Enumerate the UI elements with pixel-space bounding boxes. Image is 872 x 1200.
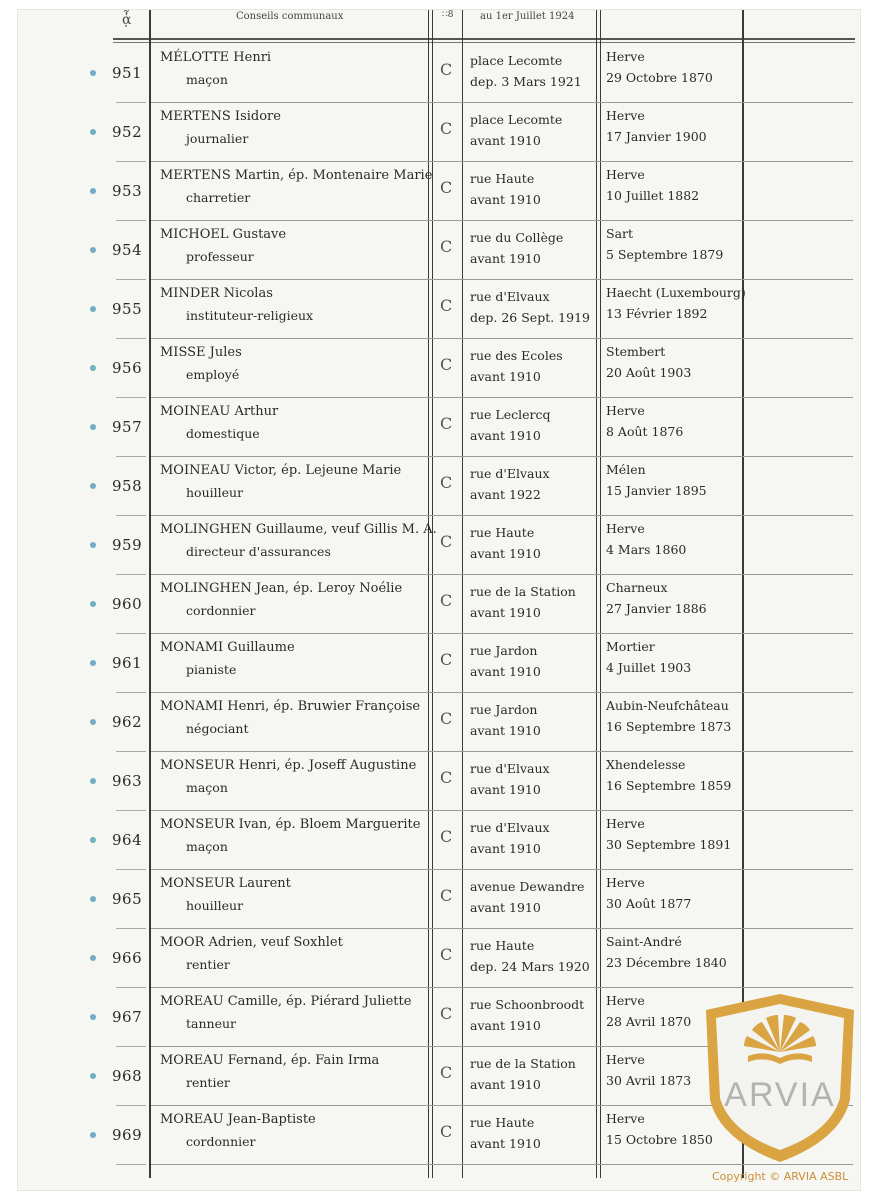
entry-number: 961 bbox=[112, 654, 143, 672]
since: avant 1910 bbox=[470, 369, 541, 384]
occupation: charretier bbox=[186, 190, 251, 205]
occupation: employé bbox=[186, 367, 240, 382]
street: place Lecomte bbox=[470, 112, 563, 127]
code-letter: C bbox=[440, 473, 453, 492]
birth bbox=[606, 577, 707, 619]
occupation: rentier bbox=[186, 957, 230, 972]
occupation: directeur d'assurances bbox=[186, 544, 331, 559]
birth-place: Herve bbox=[606, 521, 645, 536]
address bbox=[470, 876, 584, 918]
table-row bbox=[18, 398, 860, 457]
birth bbox=[606, 695, 731, 737]
table-row bbox=[18, 634, 860, 693]
address bbox=[470, 581, 576, 623]
birth-place: Stembert bbox=[606, 344, 666, 359]
dot-mark bbox=[90, 896, 96, 902]
code-letter: C bbox=[440, 591, 453, 610]
dot-mark bbox=[90, 1014, 96, 1020]
person-name: MÉLOTTE Henri bbox=[160, 50, 272, 65]
birth-date: 16 Septembre 1873 bbox=[606, 719, 732, 734]
person-name: MOOR Adrien, veuf Soxhlet bbox=[160, 935, 343, 950]
table-row bbox=[18, 575, 860, 634]
street: place Lecomte bbox=[470, 53, 563, 68]
occupation: cordonnier bbox=[186, 603, 256, 618]
entry-number: 966 bbox=[112, 949, 143, 967]
entry-number: 952 bbox=[112, 123, 143, 141]
birth-place: Haecht (Luxembourg) bbox=[606, 285, 746, 300]
table-row bbox=[18, 870, 860, 929]
address bbox=[470, 522, 541, 564]
street: rue du Collège bbox=[470, 230, 564, 245]
code-letter: C bbox=[440, 178, 453, 197]
entry-number: 953 bbox=[112, 182, 143, 200]
birth bbox=[606, 813, 731, 855]
table-row bbox=[18, 44, 860, 103]
street: rue de la Station bbox=[470, 584, 576, 599]
entry-number: 962 bbox=[112, 713, 143, 731]
birth-date: 30 Août 1877 bbox=[606, 896, 692, 911]
entry-number: 967 bbox=[112, 1008, 143, 1026]
birth-place: Mortier bbox=[606, 639, 655, 654]
birth-place: Herve bbox=[606, 875, 645, 890]
birth-place: Herve bbox=[606, 49, 645, 64]
code-letter: C bbox=[440, 709, 453, 728]
birth-place: Herve bbox=[606, 1052, 645, 1067]
street: rue d'Elvaux bbox=[470, 761, 550, 776]
copyright-text: Copyright © ARVIA ASBL bbox=[712, 1170, 849, 1183]
entry-number: 964 bbox=[112, 831, 143, 849]
dot-mark bbox=[90, 778, 96, 784]
code-letter: C bbox=[440, 945, 453, 964]
address bbox=[470, 286, 590, 328]
dot-mark bbox=[90, 660, 96, 666]
register-page bbox=[18, 10, 860, 1190]
address bbox=[470, 817, 550, 859]
birth-place: Aubin-Neufchâteau bbox=[606, 698, 729, 713]
dot-mark bbox=[90, 542, 96, 548]
table-row bbox=[18, 103, 860, 162]
occupation: négociant bbox=[186, 721, 249, 736]
occupation: houilleur bbox=[186, 898, 244, 913]
birth bbox=[606, 459, 707, 501]
person-name: MONAMI Guillaume bbox=[160, 640, 295, 655]
person-name: MONSEUR Ivan, ép. Bloem Marguerite bbox=[160, 817, 421, 832]
street: rue Schoonbroodt bbox=[470, 997, 585, 1012]
birth-place: Herve bbox=[606, 816, 645, 831]
address bbox=[470, 50, 582, 92]
since: avant 1910 bbox=[470, 841, 541, 856]
birth-date: 17 Janvier 1900 bbox=[606, 129, 707, 144]
birth-date: 13 Février 1892 bbox=[606, 306, 708, 321]
table-row bbox=[18, 280, 860, 339]
person-name: MOREAU Jean-Baptiste bbox=[160, 1112, 316, 1127]
birth-date: 4 Juillet 1903 bbox=[606, 660, 692, 675]
birth-date: 15 Octobre 1850 bbox=[606, 1132, 713, 1147]
code-letter: C bbox=[440, 296, 453, 315]
street: rue Jardon bbox=[470, 643, 538, 658]
occupation: rentier bbox=[186, 1075, 230, 1090]
birth bbox=[606, 636, 691, 678]
person-name: MONSEUR Laurent bbox=[160, 876, 291, 891]
person-name: MOINEAU Victor, ép. Lejeune Marie bbox=[160, 463, 402, 478]
since: avant 1910 bbox=[470, 546, 541, 561]
birth-date: 28 Avril 1870 bbox=[606, 1014, 692, 1029]
birth-place: Herve bbox=[606, 993, 645, 1008]
dot-mark bbox=[90, 247, 96, 253]
person-name: MOREAU Fernand, ép. Fain Irma bbox=[160, 1053, 380, 1068]
entry-number: 951 bbox=[112, 64, 143, 82]
birth bbox=[606, 518, 686, 560]
occupation: pianiste bbox=[186, 662, 237, 677]
table-row bbox=[18, 221, 860, 280]
address bbox=[470, 935, 590, 977]
code-letter: C bbox=[440, 768, 453, 787]
dot-mark bbox=[90, 719, 96, 725]
dot-mark bbox=[90, 365, 96, 371]
code-letter: C bbox=[440, 1004, 453, 1023]
table-row bbox=[18, 929, 860, 988]
birth bbox=[606, 931, 727, 973]
occupation: professeur bbox=[186, 249, 254, 264]
code-letter: C bbox=[440, 60, 453, 79]
birth-place: Charneux bbox=[606, 580, 668, 595]
occupation: tanneur bbox=[186, 1016, 236, 1031]
person-name: MOREAU Camille, ép. Piérard Juliette bbox=[160, 994, 412, 1009]
birth-place: Xhendelesse bbox=[606, 757, 686, 772]
person-name: MONAMI Henri, ép. Bruwier Françoise bbox=[160, 699, 421, 714]
entry-number: 960 bbox=[112, 595, 143, 613]
since: avant 1910 bbox=[470, 1136, 541, 1151]
address bbox=[470, 994, 584, 1036]
dot-mark bbox=[90, 70, 96, 76]
entry-number: 954 bbox=[112, 241, 143, 259]
person-name: MOLINGHEN Jean, ép. Leroy Noélie bbox=[160, 581, 403, 596]
since: avant 1910 bbox=[470, 723, 541, 738]
header-date: au 1er Juillet 1924 bbox=[480, 11, 575, 22]
dot-mark bbox=[90, 188, 96, 194]
birth-date: 4 Mars 1860 bbox=[606, 542, 687, 557]
dot-mark bbox=[90, 837, 96, 843]
header-conseils: Conseils communaux bbox=[236, 11, 344, 22]
birth bbox=[606, 105, 707, 147]
code-letter: C bbox=[440, 1063, 453, 1082]
street: rue Haute bbox=[470, 171, 535, 186]
address bbox=[470, 758, 550, 800]
occupation: instituteur-religieux bbox=[186, 308, 314, 323]
birth bbox=[606, 1108, 713, 1150]
entry-number: 959 bbox=[112, 536, 143, 554]
entry-number: 956 bbox=[112, 359, 143, 377]
street: avenue Dewandre bbox=[470, 879, 585, 894]
code-letter: C bbox=[440, 650, 453, 669]
occupation: domestique bbox=[186, 426, 260, 441]
dot-mark bbox=[90, 483, 96, 489]
birth-date: 30 Avril 1873 bbox=[606, 1073, 692, 1088]
code-letter: C bbox=[440, 886, 453, 905]
occupation: cordonnier bbox=[186, 1134, 256, 1149]
birth-date: 30 Septembre 1891 bbox=[606, 837, 732, 852]
occupation: maçon bbox=[186, 839, 228, 854]
birth bbox=[606, 46, 713, 88]
logo-text: ARVIA bbox=[724, 1076, 836, 1114]
table-row bbox=[18, 752, 860, 811]
street: rue Haute bbox=[470, 938, 535, 953]
address bbox=[470, 404, 550, 446]
street: rue d'Elvaux bbox=[470, 466, 550, 481]
since: avant 1922 bbox=[470, 487, 541, 502]
code-letter: C bbox=[440, 414, 453, 433]
address bbox=[470, 168, 541, 210]
birth-date: 8 Août 1876 bbox=[606, 424, 684, 439]
row-separator-left bbox=[116, 1164, 146, 1165]
street: rue Haute bbox=[470, 525, 535, 540]
code-letter: C bbox=[440, 532, 453, 551]
since: dep. 26 Sept. 1919 bbox=[470, 310, 590, 325]
birth-date: 5 Septembre 1879 bbox=[606, 247, 724, 262]
street: rue de la Station bbox=[470, 1056, 576, 1071]
entry-number: 968 bbox=[112, 1067, 143, 1085]
entry-number: 965 bbox=[112, 890, 143, 908]
since: avant 1910 bbox=[470, 900, 541, 915]
entry-number: 963 bbox=[112, 772, 143, 790]
birth-date: 16 Septembre 1859 bbox=[606, 778, 732, 793]
since: avant 1910 bbox=[470, 1077, 541, 1092]
code-letter: C bbox=[440, 237, 453, 256]
code-letter: C bbox=[440, 1122, 453, 1141]
occupation: journalier bbox=[186, 131, 249, 146]
street: rue Leclercq bbox=[470, 407, 551, 422]
occupation: houilleur bbox=[186, 485, 244, 500]
dot-mark bbox=[90, 1073, 96, 1079]
street: rue Haute bbox=[470, 1115, 535, 1130]
birth-date: 15 Janvier 1895 bbox=[606, 483, 707, 498]
birth-place: Herve bbox=[606, 403, 645, 418]
person-name: MICHOEL Gustave bbox=[160, 227, 287, 242]
birth-place: Mélen bbox=[606, 462, 646, 477]
birth bbox=[606, 400, 683, 442]
birth bbox=[606, 990, 691, 1032]
since: dep. 3 Mars 1921 bbox=[470, 74, 582, 89]
birth-place: Herve bbox=[606, 167, 645, 182]
birth-date: 10 Juillet 1882 bbox=[606, 188, 700, 203]
table-row bbox=[18, 339, 860, 398]
entry-number: 969 bbox=[112, 1126, 143, 1144]
dot-mark bbox=[90, 955, 96, 961]
person-name: MINDER Nicolas bbox=[160, 286, 273, 301]
code-letter: C bbox=[440, 355, 453, 374]
birth-date: 23 Décembre 1840 bbox=[606, 955, 727, 970]
birth-date: 29 Octobre 1870 bbox=[606, 70, 713, 85]
dot-mark bbox=[90, 129, 96, 135]
table-row bbox=[18, 162, 860, 221]
code-letter: C bbox=[440, 827, 453, 846]
code-letter: C bbox=[440, 119, 453, 138]
since: avant 1910 bbox=[470, 133, 541, 148]
since: avant 1910 bbox=[470, 664, 541, 679]
address bbox=[470, 109, 562, 151]
person-name: MOLINGHEN Guillaume, veuf Gillis M. A. bbox=[160, 522, 437, 537]
person-name: MERTENS Isidore bbox=[160, 109, 281, 124]
birth-date: 20 Août 1903 bbox=[606, 365, 692, 380]
occupation: maçon bbox=[186, 72, 228, 87]
occupation: maçon bbox=[186, 780, 228, 795]
dot-mark bbox=[90, 1132, 96, 1138]
since: avant 1910 bbox=[470, 428, 541, 443]
address bbox=[470, 463, 550, 505]
table-row bbox=[18, 693, 860, 752]
table-row bbox=[18, 516, 860, 575]
birth bbox=[606, 282, 746, 324]
since: avant 1910 bbox=[470, 251, 541, 266]
address bbox=[470, 227, 563, 269]
table-row bbox=[18, 811, 860, 870]
since: avant 1910 bbox=[470, 605, 541, 620]
since: avant 1910 bbox=[470, 782, 541, 797]
street: rue d'Elvaux bbox=[470, 820, 550, 835]
birth-place: Saint-André bbox=[606, 934, 682, 949]
birth bbox=[606, 164, 699, 206]
birth-place: Sart bbox=[606, 226, 634, 241]
birth-place: Herve bbox=[606, 108, 645, 123]
birth-date: 27 Janvier 1886 bbox=[606, 601, 707, 616]
street: rue d'Elvaux bbox=[470, 289, 550, 304]
entry-number: 958 bbox=[112, 477, 143, 495]
address bbox=[470, 699, 541, 741]
dot-mark bbox=[90, 424, 96, 430]
street: rue Jardon bbox=[470, 702, 538, 717]
person-name: MONSEUR Henri, ép. Joseff Augustine bbox=[160, 758, 417, 773]
street: rue des Ecoles bbox=[470, 348, 563, 363]
since: avant 1910 bbox=[470, 192, 541, 207]
dot-mark bbox=[90, 601, 96, 607]
header-num: ᾇ bbox=[122, 12, 132, 28]
birth bbox=[606, 872, 691, 914]
arvia-logo bbox=[700, 990, 860, 1166]
table-row bbox=[18, 457, 860, 516]
entry-number: 955 bbox=[112, 300, 143, 318]
birth bbox=[606, 1049, 691, 1091]
person-name: MISSE Jules bbox=[160, 345, 242, 360]
address bbox=[470, 345, 563, 387]
since: avant 1910 bbox=[470, 1018, 541, 1033]
person-name: MERTENS Martin, ép. Montenaire Marie bbox=[160, 168, 433, 183]
birth bbox=[606, 223, 723, 265]
person-name: MOINEAU Arthur bbox=[160, 404, 279, 419]
address bbox=[470, 640, 541, 682]
address bbox=[470, 1112, 541, 1154]
birth bbox=[606, 341, 691, 383]
birth-place: Herve bbox=[606, 1111, 645, 1126]
header-code: ∷8 bbox=[442, 10, 454, 20]
birth bbox=[606, 754, 731, 796]
dot-mark bbox=[90, 306, 96, 312]
address bbox=[470, 1053, 576, 1095]
entry-number: 957 bbox=[112, 418, 143, 436]
since: dep. 24 Mars 1920 bbox=[470, 959, 590, 974]
